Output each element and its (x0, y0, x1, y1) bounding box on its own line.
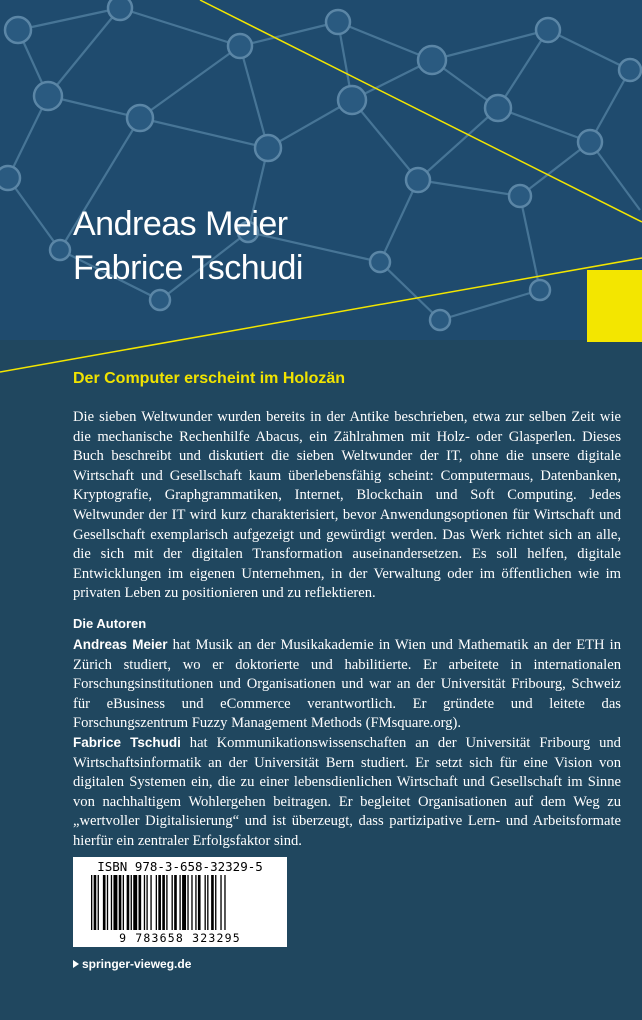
author-bio (73, 733, 621, 852)
subtitle: Der Computer erscheint im Holozän (73, 370, 346, 387)
isbn-barcode (73, 857, 287, 947)
yellow-accent-lines (0, 0, 642, 380)
barcode-digits: 9 783658 323295 (119, 931, 241, 945)
author-bio (73, 635, 621, 734)
isbn-label: ISBN 978-3-658-32329-5 (97, 859, 263, 874)
website-link[interactable] (73, 957, 191, 971)
bio-author-name: Andreas Meier (73, 637, 168, 652)
bio-text: hat Musik an der Musikakademie in Wien und Mathematik an der ETH in Zürich studiert, wo er doktorierte und habilitierte. Er arbeitete in internationalen Forschungsinstitutionen und Organisationen und war an der Universität Fribourg, Schweiz für eBusiness und eCommerce verantwortlich. Er gründete und leitete das Forschungszentrum Fuzzy Management Methods (FMsquare.org). (73, 637, 621, 732)
blurb-text: Die sieben Weltwunder wurden bereits in der Antike beschrieben, etwa zur selben Zeit wie die mechanische Rechenhilfe Abacus, ein Zählrahmen mit Holz- oder Glasperlen. Dieses Buch beschreibt und diskutiert die sieben Weltwunder der IT, ohne die unsere digitale Wirtschaft und Gesellschaft kaum überlebensfähig scheint: Computermaus, Datenbanken, Kryptografie, Graphgrammatiken, Internet, Blockchain und Soft Computing. Jedes Weltwunder der IT wird kurz charakterisiert, bevor Anwendungsoptionen für Wirtschaft und Gesellschaft exemplarisch aufgezeigt und gewürdigt werden. Das Werk richtet sich an alle, die sich mit der digitalen Transformation auseinandersetzen. Es soll helfen, digitale Entwicklungen im eigenen Unternehmen, in der Verwaltung oder im öffentlichen wie im privaten Leben zu positionieren und zu reflektieren. (73, 409, 621, 602)
bio-author-name: Fabrice Tschudi (73, 735, 181, 750)
author-name: Andreas Meier (73, 205, 288, 243)
bio-text: hat Kommunikationswissenschaften an der Universität Fribourg und Wirtschaftsinformatik an der Universität Bern studiert. Er setzt sich für eine Vision von digitalen Systemen ein, die zu einer lebensdienlichen Wirtschaft und Gesellschaft im Sinne von nachhaltigem Wohlergehen beitragen. Er begleitet Organisationen auf dem Weg zu „wertvoller Digitalisierung“ und ist überzeugt, dass partizipative Lern- und Arbeitsformate hierfür ein zentraler Erfolgsfaktor sind. (73, 735, 621, 849)
about-authors-heading: Die Autoren (73, 616, 147, 631)
website-text: springer-vieweg.de (82, 957, 192, 971)
arrow-right-icon (73, 960, 79, 968)
author-name: Fabrice Tschudi (73, 249, 303, 287)
yellow-square (587, 270, 642, 342)
